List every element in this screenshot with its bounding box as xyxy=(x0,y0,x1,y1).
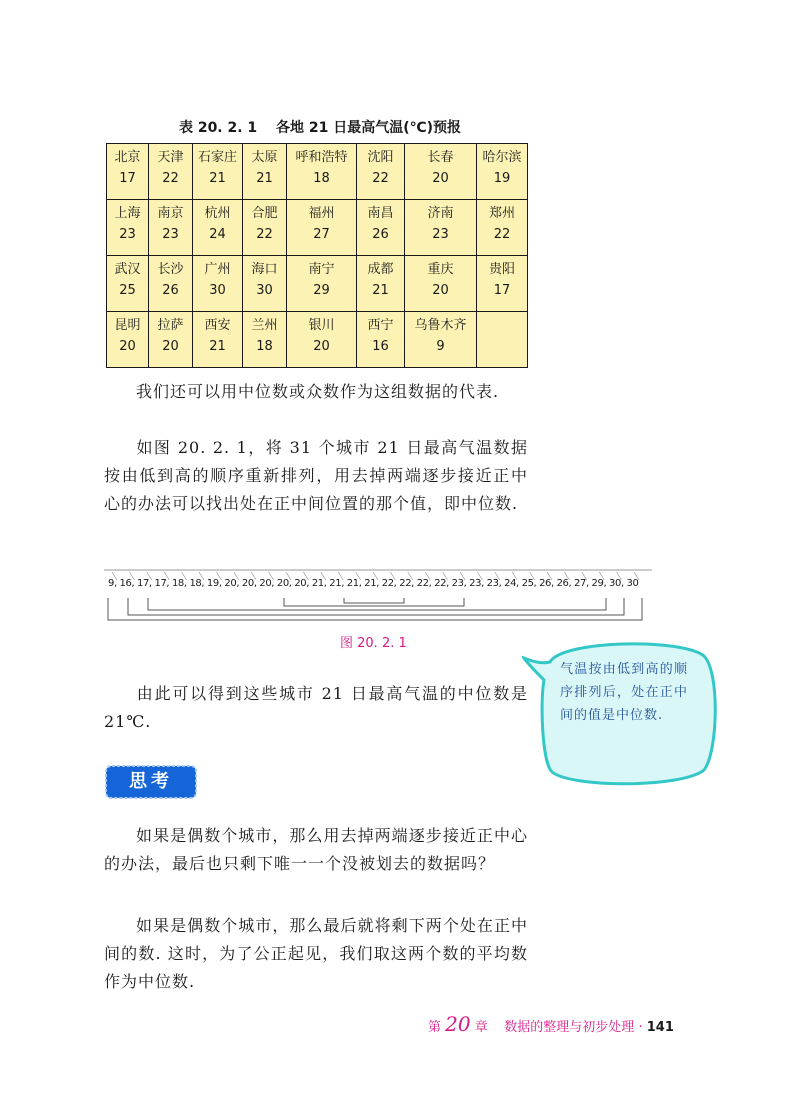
city-name: 北京 xyxy=(114,150,141,165)
table-cell xyxy=(193,256,243,312)
temperature-value: 20 xyxy=(162,339,179,354)
city-name: 长春 xyxy=(427,150,454,165)
city-name: 上海 xyxy=(114,206,141,221)
city-name: 拉萨 xyxy=(157,318,184,333)
temperature-value: 17 xyxy=(119,171,136,186)
table-cell xyxy=(477,200,528,256)
paragraph-median-method: 如图 20. 2. 1，将 31 个城市 21 日最高气温数据按由低到高的顺序重新排列，用去掉两端逐步接近正中心的办法可以找出处在正中间位置的那个值，即中位数. xyxy=(104,438,528,513)
table-cell xyxy=(405,256,477,312)
temperature-value: 19 xyxy=(493,171,511,186)
city-name: 哈尔滨 xyxy=(482,150,522,165)
temperature-value: 21 xyxy=(209,171,226,186)
temperature-value: 20 xyxy=(119,339,136,354)
table-cell xyxy=(193,312,243,368)
city-name: 长沙 xyxy=(157,262,184,277)
temperature-value: 27 xyxy=(313,227,330,242)
page-number: 141 xyxy=(646,1020,674,1035)
chapter-prefix: 第 xyxy=(428,1020,442,1035)
table-title: 表 20. 2. 1 各地 21 日最高气温(℃)预报 xyxy=(178,120,462,136)
city-name: 福州 xyxy=(308,206,335,221)
temperature-table xyxy=(106,143,528,368)
temperature-value: 17 xyxy=(493,283,511,298)
city-name: 海口 xyxy=(251,262,278,277)
city-name: 武汉 xyxy=(114,262,141,277)
table-cell xyxy=(107,256,149,312)
table-row xyxy=(107,144,528,200)
city-name: 南京 xyxy=(157,206,184,221)
table-cell xyxy=(149,144,193,200)
table-cell xyxy=(149,200,193,256)
think-badge: 思考 xyxy=(129,771,173,792)
city-name: 西安 xyxy=(204,318,231,333)
temperature-value: 23 xyxy=(432,227,449,242)
city-name: 西宁 xyxy=(367,318,394,333)
temperature-value: 30 xyxy=(256,283,273,298)
table-cell xyxy=(287,256,357,312)
table-cell xyxy=(405,200,477,256)
table-cell xyxy=(193,200,243,256)
table-cell xyxy=(243,312,287,368)
city-name: 银川 xyxy=(308,318,335,333)
table-cell xyxy=(243,144,287,200)
city-name: 广州 xyxy=(204,262,231,277)
sorted-values: 9, 16, 17, 17, 18, 18, 19, 20, 20, 20, 20, 20, 21, 21, 21, 21, 22, 22, 22, 22, 23, 23, 23, 24, 25, 26, 26, 27, 29, 30, 30 xyxy=(108,578,639,589)
city-name: 乌鲁木齐 xyxy=(414,318,467,333)
table-cell xyxy=(357,312,405,368)
paragraph-median-result: 由此可以得到这些城市 21 日最高气温的中位数是 21℃. xyxy=(104,684,528,731)
temperature-value: 24 xyxy=(209,227,226,242)
temperature-value: 22 xyxy=(256,227,273,242)
temperature-value: 18 xyxy=(313,171,330,186)
table-row xyxy=(107,200,528,256)
table-cell xyxy=(107,312,149,368)
city-name: 贵阳 xyxy=(488,262,515,277)
city-name: 天津 xyxy=(157,150,184,165)
table-cell xyxy=(243,256,287,312)
page-footer xyxy=(428,1012,674,1036)
table-cell xyxy=(357,144,405,200)
chapter-number: 20 xyxy=(445,1012,471,1036)
temperature-value: 25 xyxy=(119,283,136,298)
temperature-value: 23 xyxy=(119,227,136,242)
city-name: 重庆 xyxy=(427,262,454,277)
footer-separator: · xyxy=(638,1020,643,1035)
figure-caption: 图 20. 2. 1 xyxy=(340,636,407,651)
temperature-value: 16 xyxy=(372,339,389,354)
elimination-brackets xyxy=(104,568,654,624)
city-name: 昆明 xyxy=(114,318,141,333)
temperature-value: 30 xyxy=(209,283,226,298)
temperature-value: 26 xyxy=(372,227,389,242)
table-cell xyxy=(287,312,357,368)
table-cell xyxy=(357,200,405,256)
temperature-value: 23 xyxy=(162,227,179,242)
sorted-values-figure xyxy=(104,568,654,624)
table-row xyxy=(107,312,528,368)
table-cell xyxy=(107,200,149,256)
city-name: 南昌 xyxy=(367,206,394,221)
table-cell xyxy=(405,312,477,368)
table-cell xyxy=(193,144,243,200)
temperature-value: 29 xyxy=(313,283,330,298)
chapter-suffix: 章 xyxy=(474,1020,488,1035)
city-name: 沈阳 xyxy=(367,150,394,165)
paragraph-even-question: 如果是偶数个城市，那么用去掉两端逐步接近正中心的办法，最后也只剩下唯一一个没被划去的数据吗？ xyxy=(104,826,528,873)
side-note: 气温按由低到高的顺序排列后，处在正中间的值是中位数. xyxy=(560,662,688,723)
paragraph-representative: 我们还可以用中位数或众数作为这组数据的代表. xyxy=(136,382,500,401)
temperature-value: 26 xyxy=(162,283,179,298)
city-name: 兰州 xyxy=(251,318,278,333)
temperature-value: 20 xyxy=(432,283,449,298)
city-name: 石家庄 xyxy=(197,150,237,165)
temperature-value: 22 xyxy=(372,171,389,186)
table-cell xyxy=(477,144,528,200)
city-name: 呼和浩特 xyxy=(295,150,348,165)
table-cell xyxy=(107,144,149,200)
city-name: 郑州 xyxy=(488,206,515,221)
temperature-value: 22 xyxy=(162,171,179,186)
city-name: 成都 xyxy=(367,262,394,277)
temperature-value: 20 xyxy=(313,339,330,354)
city-name: 济南 xyxy=(427,206,454,221)
table-cell xyxy=(149,256,193,312)
temperature-value: 20 xyxy=(432,171,449,186)
temperature-value: 22 xyxy=(493,227,511,242)
temperature-value: 21 xyxy=(209,339,226,354)
city-name: 南宁 xyxy=(308,262,335,277)
table-row xyxy=(107,256,528,312)
table-cell xyxy=(287,144,357,200)
city-name: 合肥 xyxy=(251,206,278,221)
temperature-value: 18 xyxy=(256,339,273,354)
temperature-value: 21 xyxy=(256,171,273,186)
table-cell xyxy=(149,312,193,368)
paragraph-even-answer: 如果是偶数个城市，那么最后就将剩下两个处在正中间的数. 这时，为了公正起见，我们取这两个数的平均数作为中位数. xyxy=(104,916,528,991)
city-name: 太原 xyxy=(251,150,278,165)
city-name: 杭州 xyxy=(204,206,231,221)
temperature-value: 9 xyxy=(436,339,445,354)
table-cell xyxy=(477,312,528,368)
table-cell xyxy=(243,200,287,256)
chapter-title: 数据的整理与初步处理 xyxy=(504,1020,635,1035)
table-cell xyxy=(287,200,357,256)
table-cell xyxy=(477,256,528,312)
temperature-value: 21 xyxy=(372,283,389,298)
table-cell xyxy=(357,256,405,312)
table-cell xyxy=(405,144,477,200)
